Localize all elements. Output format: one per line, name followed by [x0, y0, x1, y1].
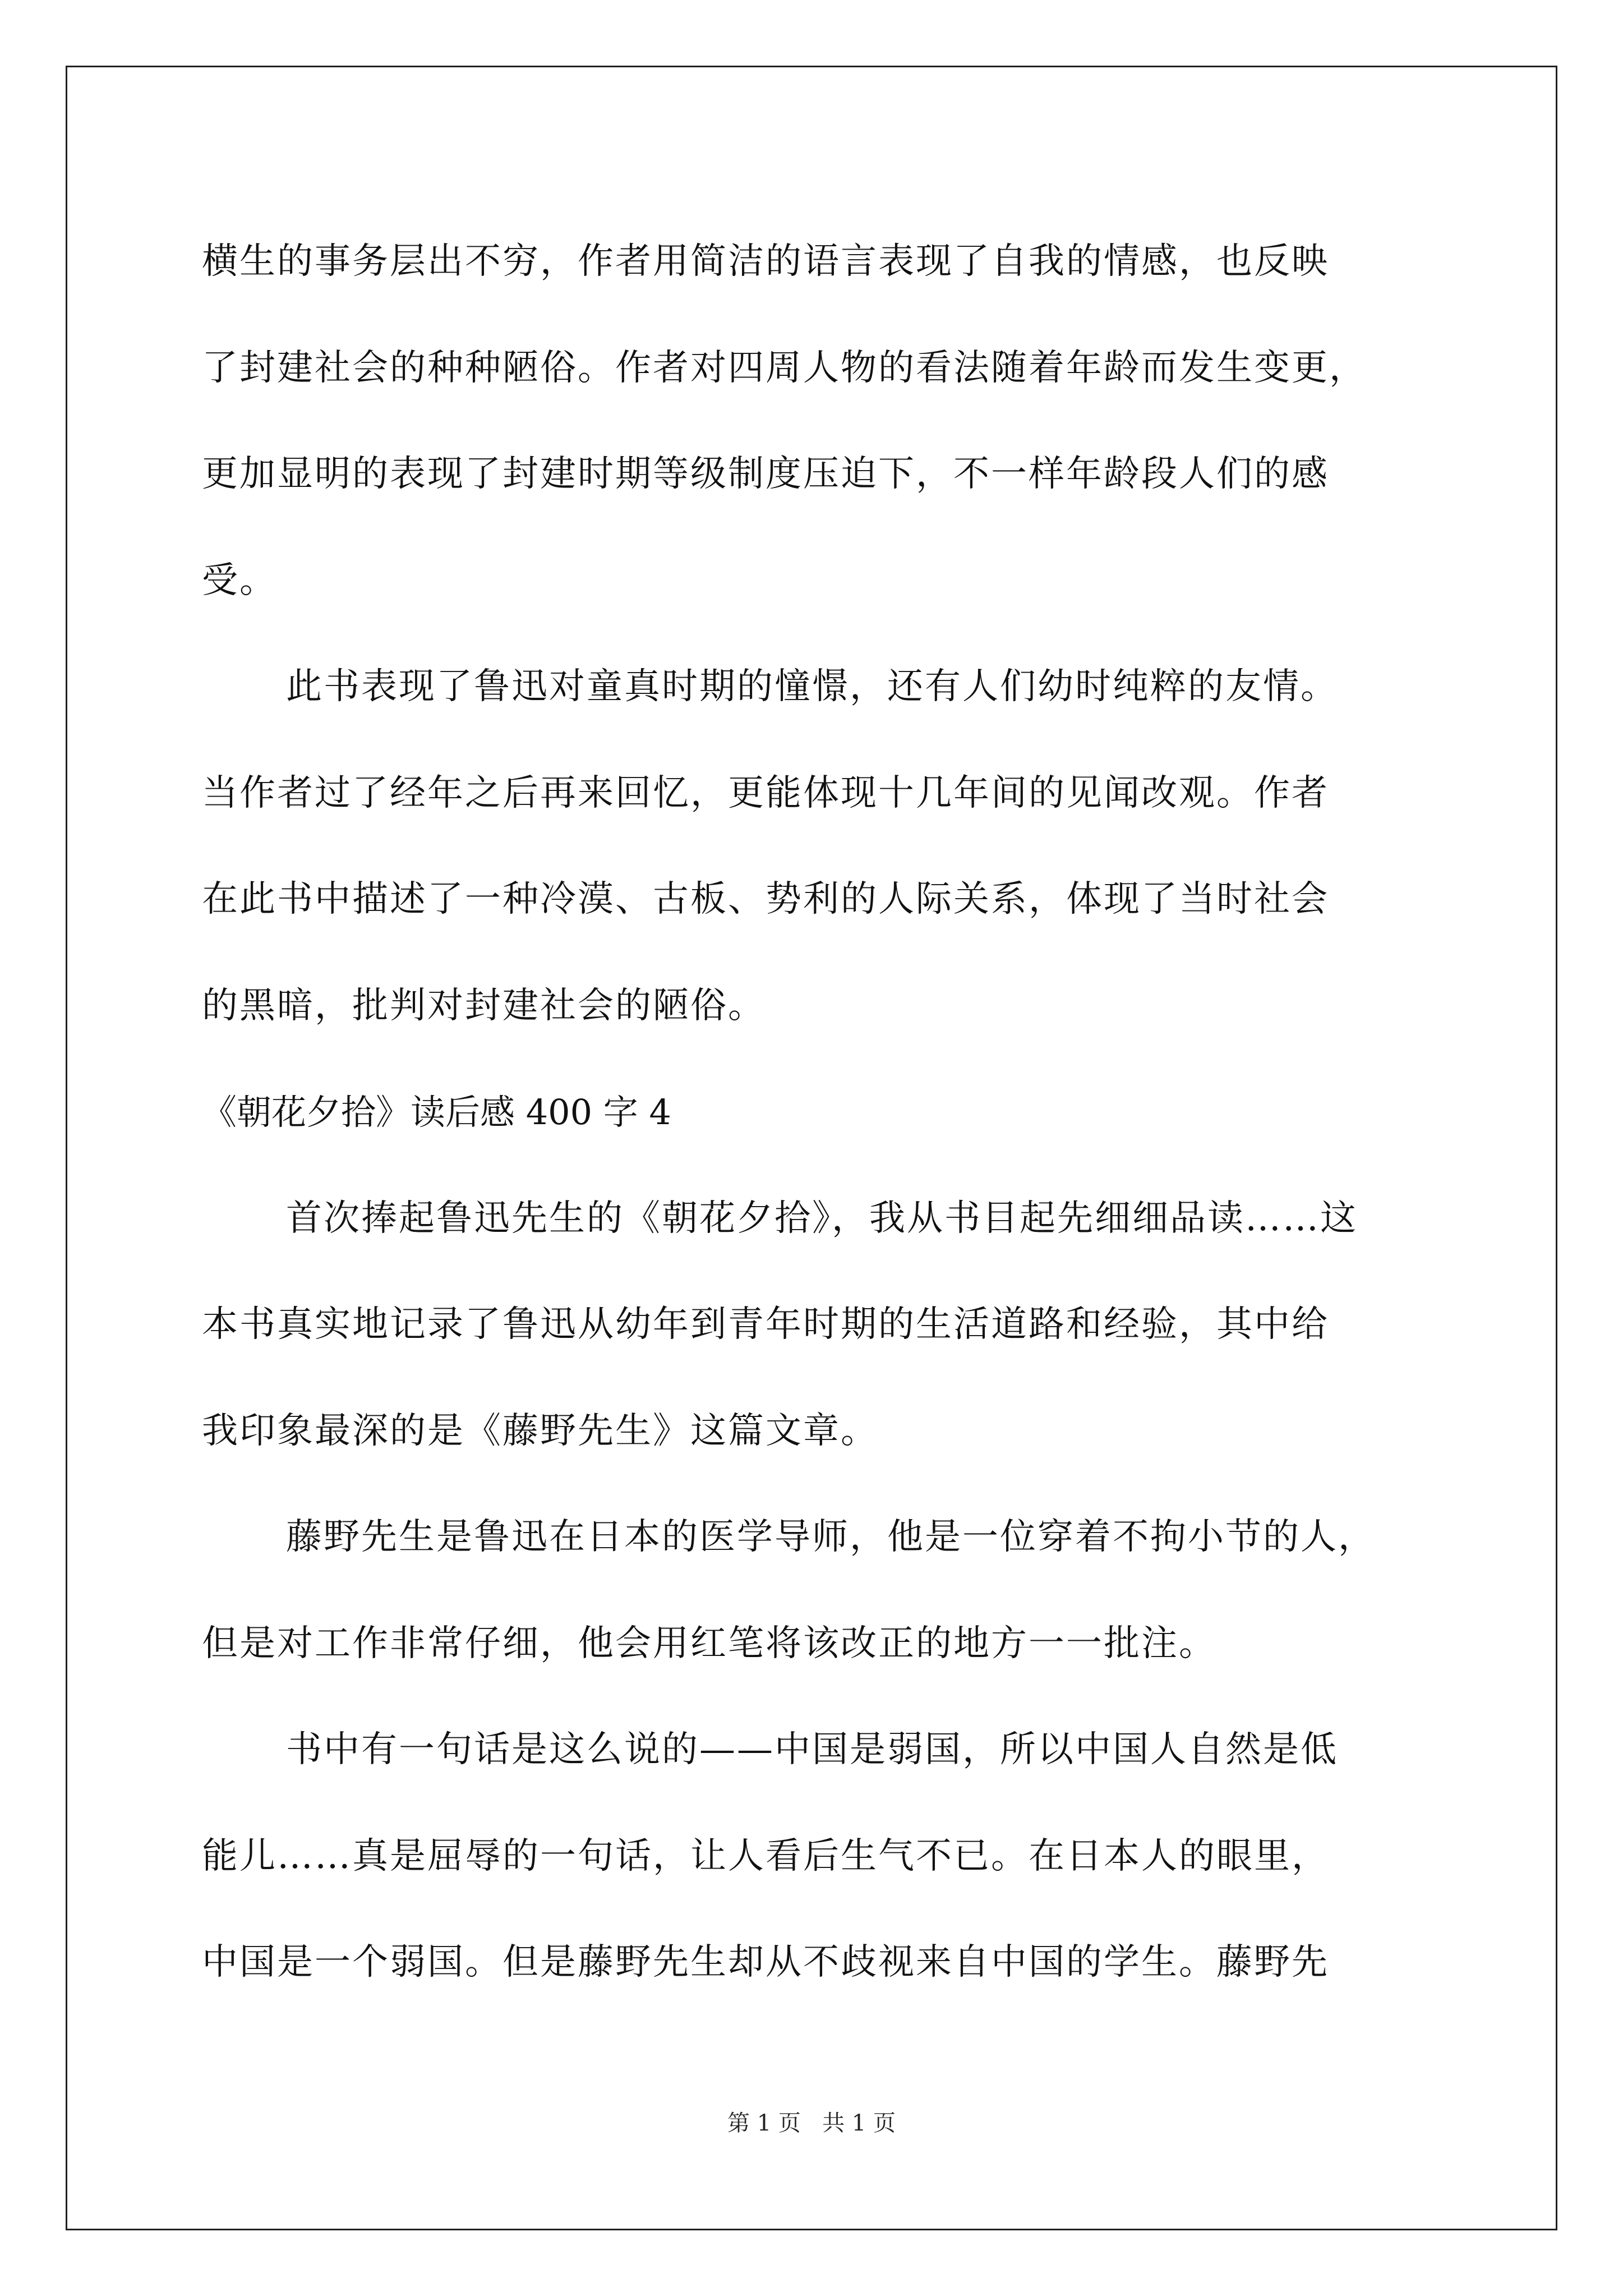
paragraph-start-line: 此书表现了鲁迅对童真时期的憧憬，还有人们幼时纯粹的友情。 — [286, 666, 1338, 707]
text-line: 受。 — [202, 559, 277, 601]
paragraph-start-line: 首次捧起鲁迅先生的《朝花夕拾》，我从书目起先细细品读……这 — [286, 1197, 1358, 1239]
text-line: 了封建社会的种种陋俗。作者对四周人物的看法随着年龄而发生变更， — [202, 347, 1367, 389]
text-line: 更加显明的表现了封建时期等级制度压迫下，不一样年龄段人们的感 — [202, 453, 1329, 495]
text-line: 的黑暗，批判对封建社会的陋俗。 — [202, 984, 766, 1027]
text-line: 但是对工作非常仔细，他会用红笔将该改正的地方一一批注。 — [202, 1622, 1216, 1664]
section-heading: 《朝花夕拾》读后感 400 字 4 — [202, 1092, 671, 1133]
paragraph-start-line: 藤野先生是鲁迅在日本的医学导师，他是一位穿着不拘小节的人， — [286, 1516, 1376, 1558]
text-line: 中国是一个弱国。但是藤野先生却从不歧视来自中国的学生。藤野先 — [202, 1941, 1329, 1983]
page-number: 第 1 页 — [727, 2110, 801, 2136]
page-total: 共 1 页 — [822, 2110, 896, 2136]
text-line: 能儿……真是屈辱的一句话，让人看后生气不已。在日本人的眼里， — [202, 1835, 1329, 1877]
text-line: 我印象最深的是《藤野先生》这篇文章。 — [202, 1410, 878, 1452]
text-line: 横生的事务层出不穷，作者用简洁的语言表现了自我的情感，也反映 — [202, 241, 1329, 282]
text-line: 本书真实地记录了鲁迅从幼年到青年时期的生活道路和经验，其中给 — [202, 1304, 1329, 1345]
text-line: 当作者过了经年之后再来回忆，更能体现十几年间的见闻改观。作者 — [202, 772, 1329, 814]
text-line: 在此书中描述了一种冷漠、古板、势利的人际关系，体现了当时社会 — [202, 878, 1329, 920]
paragraph-start-line: 书中有一句话是这么说的——中国是弱国，所以中国人自然是低 — [286, 1729, 1338, 1770]
page-footer — [0, 2106, 1623, 2140]
document-body — [202, 209, 1475, 2016]
